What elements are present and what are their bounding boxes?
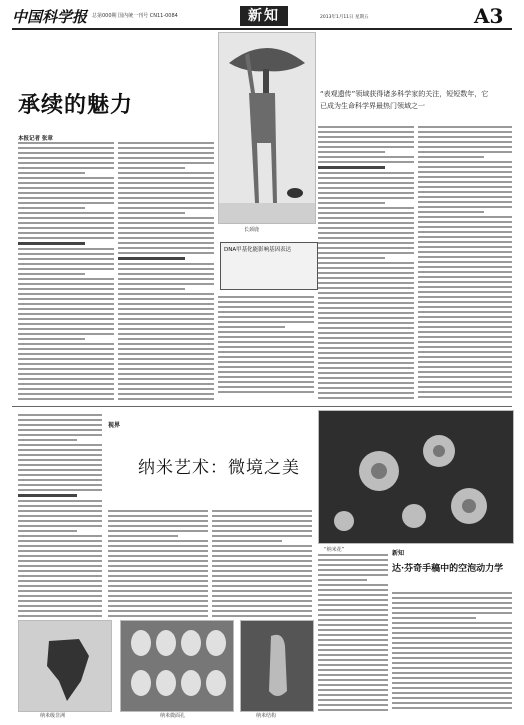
- edition-date: 2013年1月11日 星期五: [320, 15, 369, 20]
- bottom-column-1: [18, 414, 102, 618]
- giraffe-photo: [218, 32, 316, 224]
- column-tag: 视界: [108, 422, 121, 429]
- newspaper-logo: 中国科学报: [12, 8, 88, 26]
- byline: 本报记者 张章: [18, 136, 53, 142]
- giraffe-caption: 长颈鹿: [244, 227, 260, 233]
- africa-map-illustration: [19, 621, 111, 711]
- nano-structure-photo: [240, 620, 314, 712]
- section-tag: 新知: [240, 6, 288, 26]
- page-code: A3: [474, 4, 504, 28]
- section-divider: [12, 406, 512, 407]
- article-column-5: [418, 126, 512, 400]
- corner-story-headline: 达·芬奇手稿中的空泡动力学: [392, 564, 504, 574]
- giraffe-illustration: [219, 33, 315, 223]
- pullquote-text: DNA甲基化能影响基因表达: [224, 247, 292, 253]
- nano-flower-illustration: [319, 411, 513, 543]
- masthead-tagline: 总第000期 国内统一刊号 CN11-0084: [92, 13, 178, 19]
- top-story-headline: 承续的魅力: [18, 92, 134, 118]
- photo-caption-2: 纳米微面孔: [160, 713, 186, 719]
- faces-illustration: [121, 621, 233, 711]
- article-column-1: [18, 142, 114, 400]
- photo-caption-3: 纳米结构: [256, 713, 277, 719]
- article-column-2: [118, 142, 214, 400]
- top-story-subhead: “表观遗传”领域获得诸多科学家的关注，短短数年，它已成为生命科学界最热门领域之一: [320, 90, 489, 110]
- photo-caption-1: 纳米级非洲: [40, 713, 66, 719]
- structure-illustration: [241, 621, 313, 711]
- masthead: [12, 6, 512, 30]
- bottom-column-3: [212, 510, 312, 618]
- bottom-column-2: [108, 510, 208, 618]
- bottom-story-headline: 纳米艺术：微境之美: [138, 458, 300, 478]
- article-column-4: [318, 126, 414, 400]
- nano-faces-photo: [120, 620, 234, 712]
- flower-caption: “纳米花”: [324, 547, 345, 553]
- nano-africa-photo: [18, 620, 112, 712]
- corner-tag: 新知: [392, 550, 405, 557]
- nano-flower-photo: [318, 410, 514, 544]
- article-column-3: [218, 296, 314, 400]
- pullquote-box: [220, 242, 318, 290]
- corner-column: [392, 592, 512, 716]
- bottom-column-4: [318, 554, 388, 716]
